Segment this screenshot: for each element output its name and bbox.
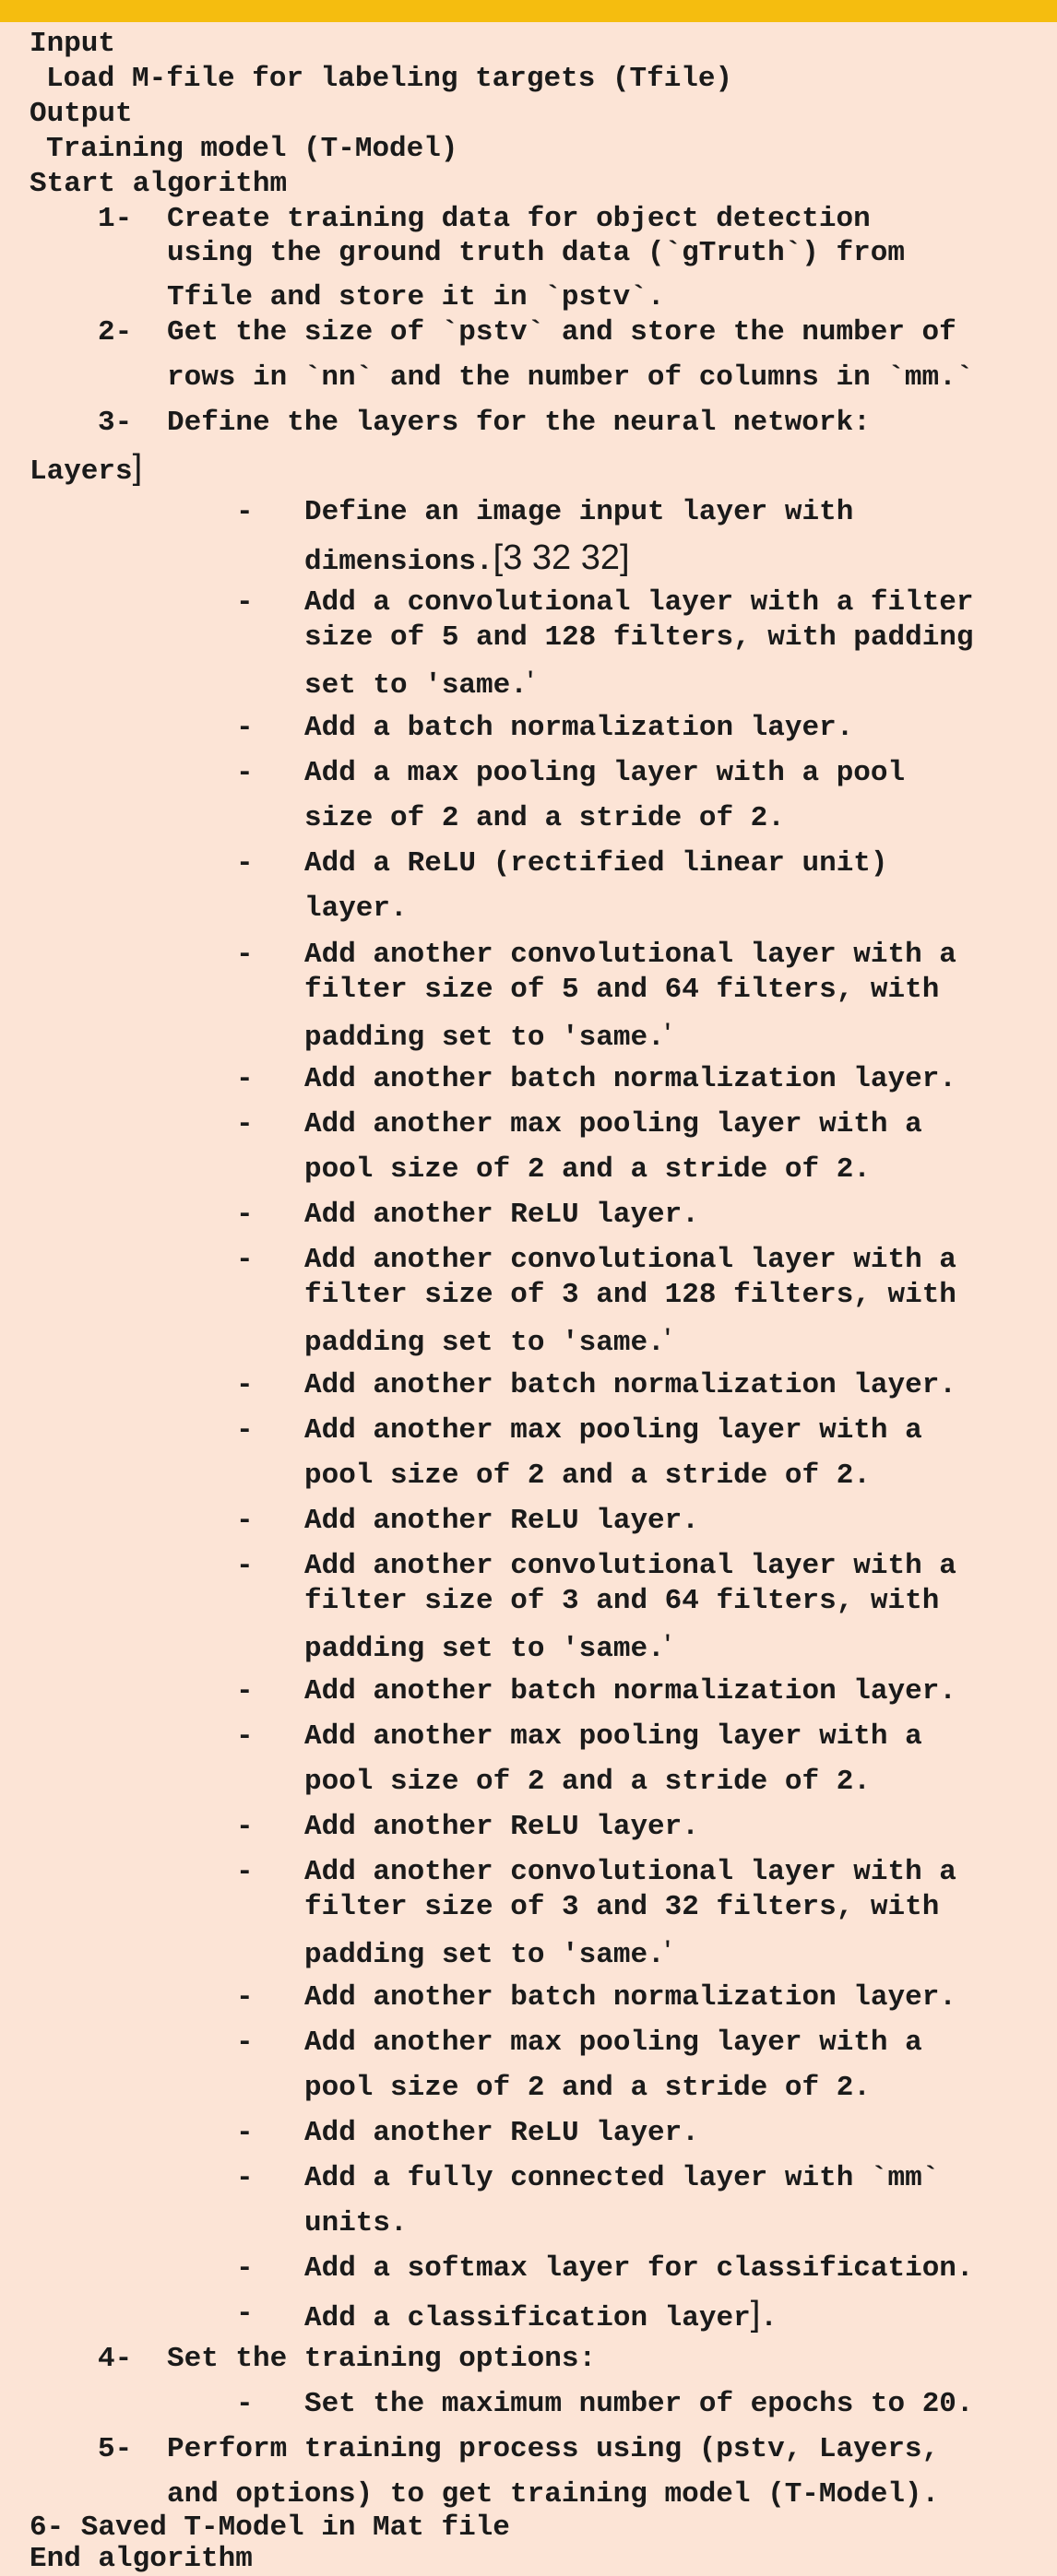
bullet: - [236, 1063, 254, 1095]
step-1-line-2: using the ground truth data (`gTruth`) from [167, 237, 905, 269]
bullet: - [236, 2298, 254, 2330]
bullet: - [236, 939, 254, 971]
layer-24-text: Add a classification layer [304, 2302, 751, 2334]
bullet: - [236, 1720, 254, 1753]
bullet: - [236, 2388, 254, 2420]
layers-label [30, 448, 143, 489]
quote-mark: ' [664, 1628, 671, 1663]
layer-06-line-2: filter size of 5 and 64 filters, with [304, 974, 940, 1006]
layer-21: Add another ReLU layer. [304, 2117, 699, 2149]
layers-bracket: ] [132, 448, 143, 487]
bullet: - [236, 586, 254, 619]
step-6: 6- Saved T-Model in Mat file [30, 2511, 510, 2544]
output-heading: Output [30, 98, 133, 130]
quote-mark: ' [664, 1934, 671, 1969]
layer-06-line-3 [304, 1018, 671, 1055]
layer-06-text: padding set to 'same. [304, 1022, 665, 1054]
layer-10-line-2: filter size of 3 and 128 filters, with [304, 1279, 956, 1311]
layer-01-dims: [3 32 32] [493, 538, 630, 577]
input-heading: Input [30, 28, 116, 60]
step-3-number: 3- [98, 407, 133, 439]
layer-08-line-2: pool size of 2 and a stride of 2. [304, 1153, 871, 1186]
step-5-line-2: and options) to get training model (T-Model). [167, 2478, 940, 2511]
step-2-number: 2- [98, 316, 133, 349]
bullet: - [236, 1811, 254, 1843]
layer-24-bracket: ] [750, 2295, 761, 2334]
layer-20-line-2: pool size of 2 and a stride of 2. [304, 2072, 871, 2104]
layer-01-line-2 [304, 538, 630, 579]
layer-18-line-3 [304, 1935, 671, 1972]
layer-03: Add a batch normalization layer. [304, 712, 854, 744]
layer-01-line-1: Define an image input layer with [304, 496, 854, 528]
step-4-number: 4- [98, 2343, 133, 2375]
step-5-line-1: Perform training process using (pstv, Layers, [167, 2433, 940, 2465]
bullet: - [236, 1550, 254, 1582]
bullet: - [236, 1244, 254, 1276]
step-4-text: Set the training options: [167, 2343, 597, 2375]
bullet: - [236, 1108, 254, 1140]
step-2-line-2: rows in `nn` and the number of columns in `mm.` [167, 361, 974, 394]
layer-02-line-2: size of 5 and 128 filters, with padding [304, 621, 974, 654]
layer-15: Add another batch normalization layer. [304, 1675, 956, 1707]
layer-12-line-2: pool size of 2 and a stride of 2. [304, 1459, 871, 1492]
bullet: - [236, 847, 254, 880]
layer-09: Add another ReLU layer. [304, 1199, 699, 1231]
bullet: - [236, 2162, 254, 2194]
layer-02-line-1: Add a convolutional layer with a filter [304, 586, 974, 619]
step-4-sub: Set the maximum number of epochs to 20. [304, 2388, 974, 2420]
layer-10-line-3 [304, 1323, 671, 1360]
bullet: - [236, 1675, 254, 1707]
bullet: - [236, 1856, 254, 1888]
input-text: Load M-file for labeling targets (Tfile) [46, 63, 733, 95]
layer-14-text: padding set to 'same. [304, 1633, 665, 1665]
layer-14-line-2: filter size of 3 and 64 filters, with [304, 1585, 940, 1617]
quote-mark: ' [664, 1322, 671, 1357]
bullet: - [236, 496, 254, 528]
step-2-line-1: Get the size of `pstv` and store the number of [167, 316, 956, 349]
bullet: - [236, 1505, 254, 1537]
layer-05-line-1: Add a ReLU (rectified linear unit) [304, 847, 888, 880]
layer-06-line-1: Add another convolutional layer with a [304, 939, 956, 971]
bullet: - [236, 2027, 254, 2059]
layer-22-line-1: Add a fully connected layer with `mm` [304, 2162, 940, 2194]
layer-18-line-1: Add another convolutional layer with a [304, 1856, 956, 1888]
bullet: - [236, 2117, 254, 2149]
layer-16-line-2: pool size of 2 and a stride of 2. [304, 1766, 871, 1798]
layer-13: Add another ReLU layer. [304, 1505, 699, 1537]
layer-18-line-2: filter size of 3 and 32 filters, with [304, 1891, 940, 1923]
layer-19: Add another batch normalization layer. [304, 1981, 956, 2014]
layer-17: Add another ReLU layer. [304, 1811, 699, 1843]
quote-mark: ' [664, 1017, 671, 1052]
quote-mark: ' [527, 665, 534, 700]
layer-10-text: padding set to 'same. [304, 1327, 665, 1359]
layer-20-line-1: Add another max pooling layer with a [304, 2027, 922, 2059]
step-1-line-3: Tfile and store it in `pstv`. [167, 281, 665, 313]
bullet: - [236, 712, 254, 744]
layer-07: Add another batch normalization layer. [304, 1063, 956, 1095]
step-3-line-1: Define the layers for the neural network: [167, 407, 871, 439]
step-1-number: 1- [98, 203, 133, 235]
layer-01-text: dimensions. [304, 546, 493, 578]
layer-02-text: set to 'same. [304, 669, 528, 702]
layer-24 [304, 2295, 778, 2335]
layer-18-text: padding set to 'same. [304, 1939, 665, 1971]
layer-05-line-2: layer. [304, 892, 408, 925]
layer-16-line-1: Add another max pooling layer with a [304, 1720, 922, 1753]
layer-24-period: . [760, 2302, 778, 2334]
top-accent-bar [0, 0, 1057, 22]
bullet: - [236, 1369, 254, 1401]
bullet: - [236, 1199, 254, 1231]
layer-04-line-2: size of 2 and a stride of 2. [304, 802, 785, 834]
layer-11: Add another batch normalization layer. [304, 1369, 956, 1401]
layer-23: Add a softmax layer for classification. [304, 2252, 974, 2285]
end-algorithm: End algorithm [30, 2543, 253, 2575]
layer-12-line-1: Add another max pooling layer with a [304, 1414, 922, 1447]
layer-10-line-1: Add another convolutional layer with a [304, 1244, 956, 1276]
output-text: Training model (T-Model) [46, 133, 458, 165]
layer-22-line-2: units. [304, 2207, 408, 2239]
bullet: - [236, 1414, 254, 1447]
bullet: - [236, 757, 254, 789]
bullet: - [236, 1981, 254, 2014]
layer-02-line-3 [304, 666, 533, 703]
bullet: - [236, 2252, 254, 2285]
start-algorithm: Start algorithm [30, 168, 288, 200]
layer-04-line-1: Add a max pooling layer with a pool [304, 757, 906, 789]
step-1-line-1: Create training data for object detection [167, 203, 871, 235]
layer-14-line-1: Add another convolutional layer with a [304, 1550, 956, 1582]
layer-08-line-1: Add another max pooling layer with a [304, 1108, 922, 1140]
layer-14-line-3 [304, 1629, 671, 1666]
layers-word: Layers [30, 455, 133, 488]
step-5-number: 5- [98, 2433, 133, 2465]
